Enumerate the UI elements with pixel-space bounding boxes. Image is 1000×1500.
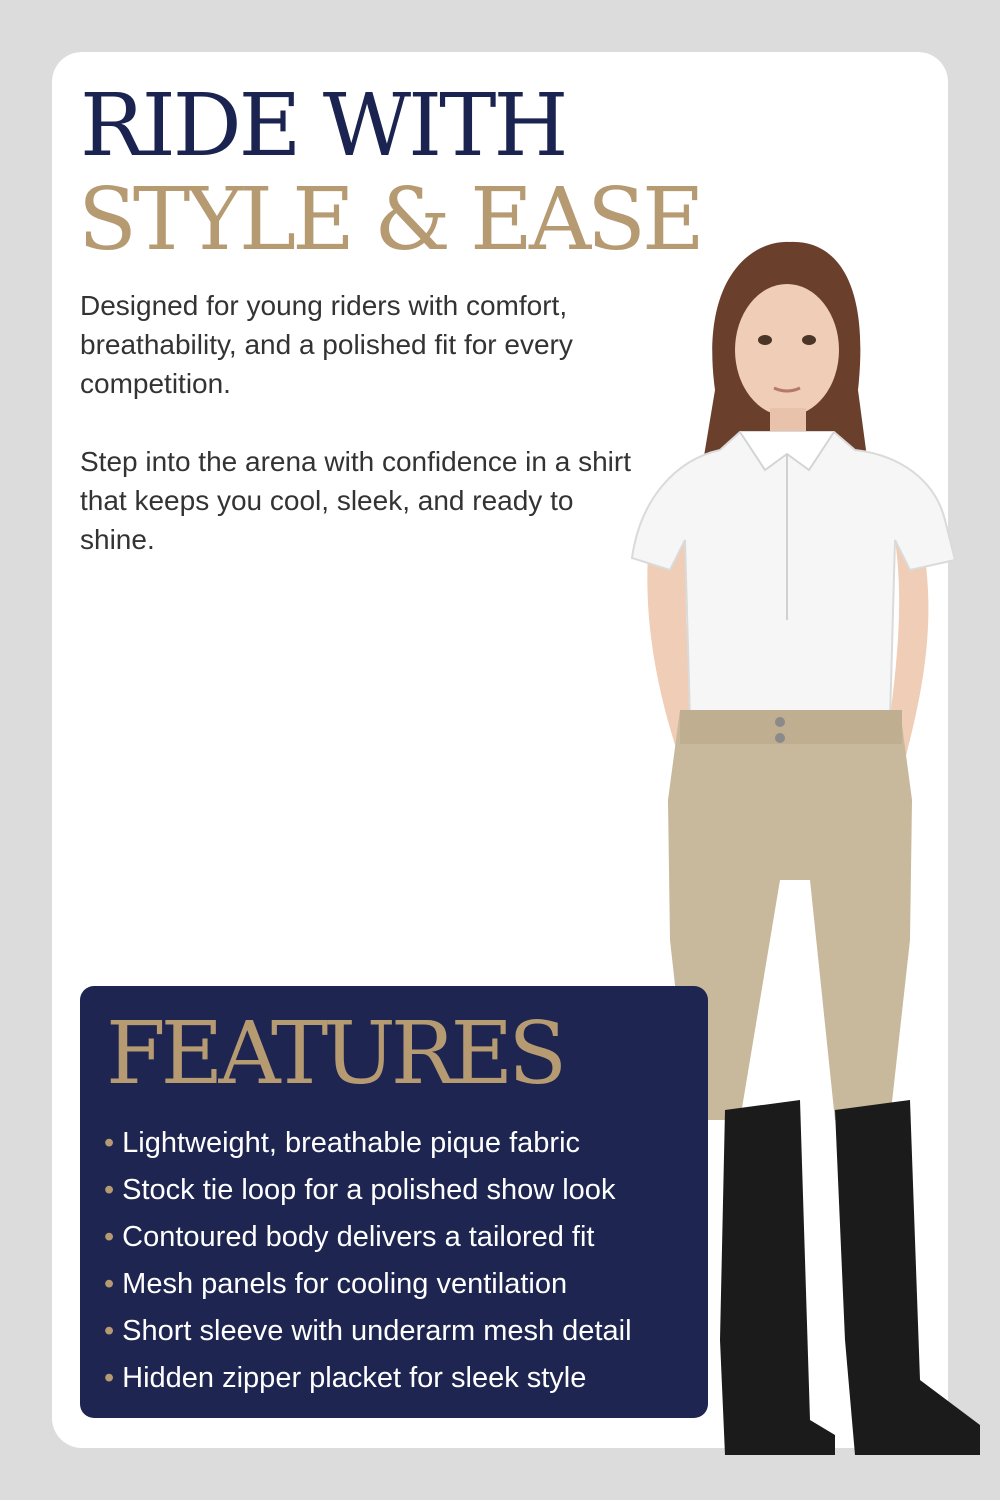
bullet-icon: • (104, 1315, 115, 1347)
feature-item: • Short sleeve with underarm mesh detail (104, 1315, 632, 1347)
feature-item: • Lightweight, breathable pique fabric (104, 1127, 581, 1159)
intro-paragraph-2: Step into the arena with confidence in a shirt that keeps you cool, sleek, and ready to shine. (80, 446, 632, 555)
intro-paragraph-1: Designed for young riders with comfort, breathability, and a polished fit for every competition. (80, 290, 573, 399)
features-title: FEATURES (106, 1004, 563, 1104)
headline-line-1: RIDE WITH (80, 76, 566, 176)
headline-line-2: STYLE & EASE (78, 170, 701, 270)
feature-item: • Hidden zipper placket for sleek style (104, 1362, 587, 1394)
bullet-icon: • (104, 1268, 115, 1300)
bullet-icon: • (104, 1174, 115, 1206)
bullet-icon: • (104, 1221, 115, 1253)
feature-item: • Mesh panels for cooling ventilation (104, 1268, 568, 1300)
feature-item: • Contoured body delivers a tailored fit (104, 1221, 595, 1253)
bullet-icon: • (104, 1362, 115, 1394)
features-panel (80, 986, 708, 1418)
features-list (104, 1120, 632, 1402)
bullet-icon: • (104, 1127, 115, 1159)
feature-item: • Stock tie loop for a polished show look (104, 1174, 616, 1206)
